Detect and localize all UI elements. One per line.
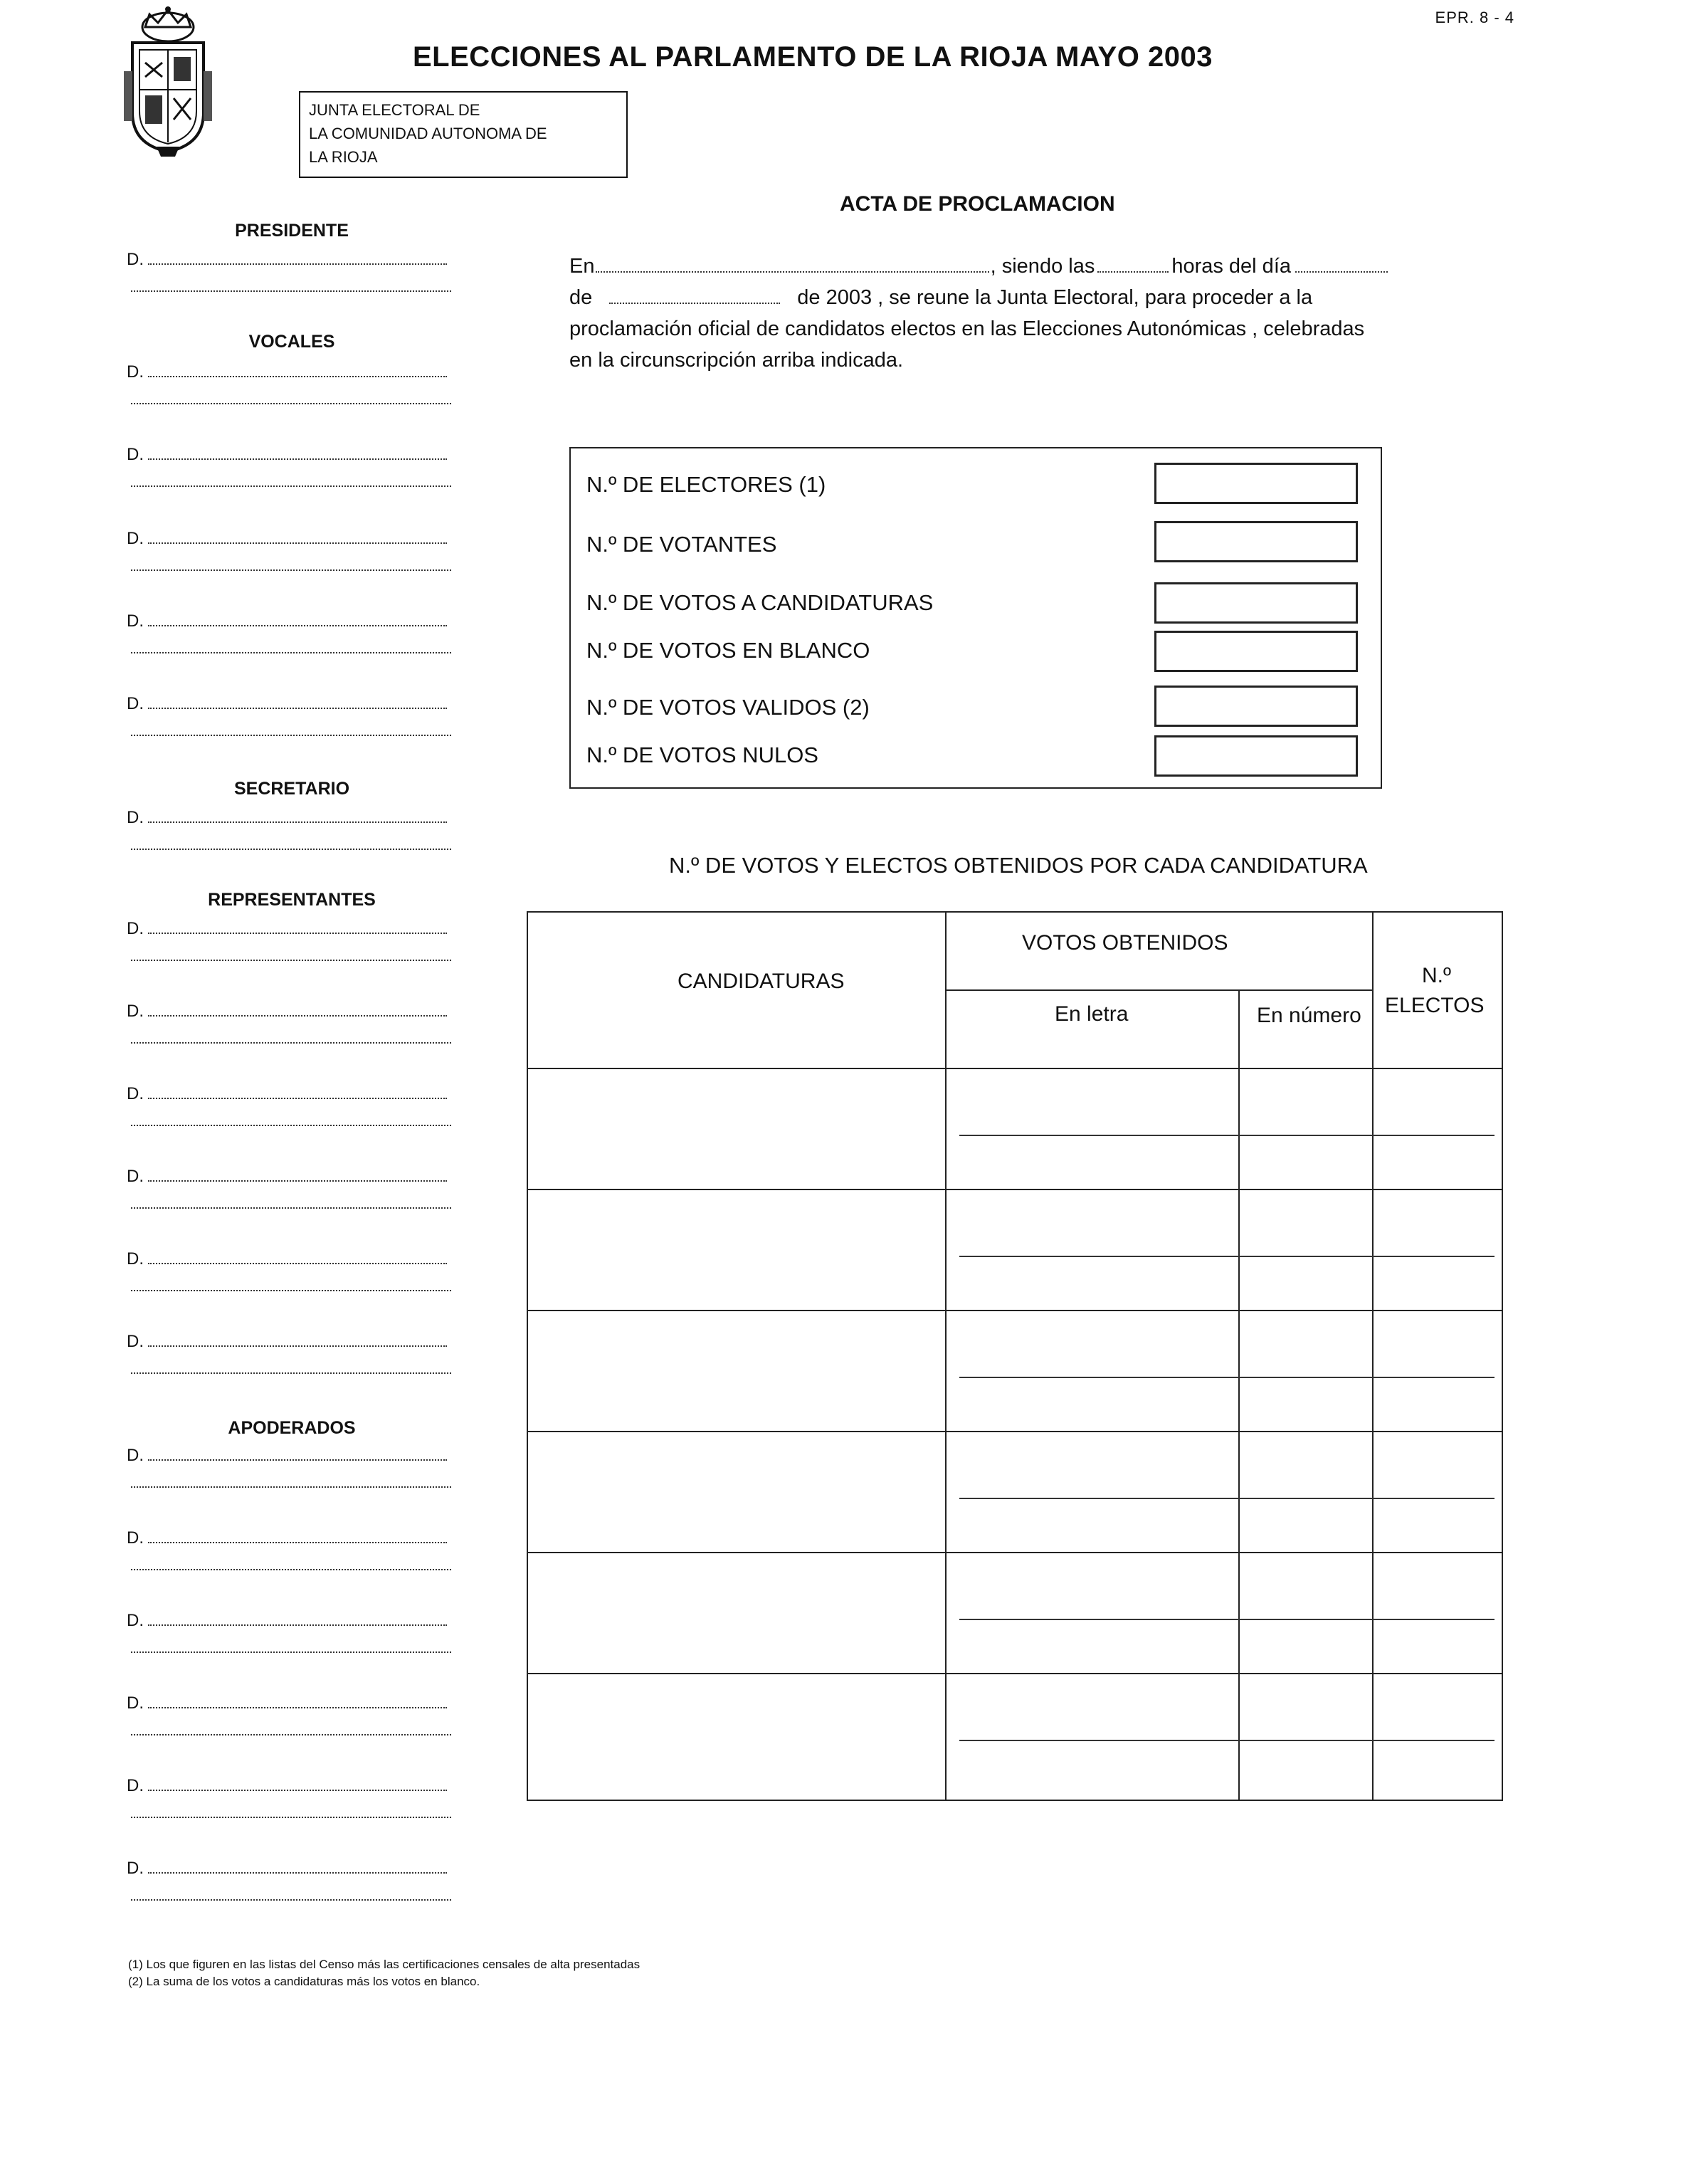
coat-of-arms-icon	[121, 6, 215, 159]
stat-nulos-box[interactable]	[1154, 735, 1358, 777]
signature-prefix: D.	[127, 1002, 144, 1021]
results-heading: N.º DE VOTOS Y ELECTOS OBTENIDOS POR CADA CANDIDATURA	[669, 853, 1368, 878]
signature-second-line	[131, 652, 451, 653]
signature-prefix: D.	[127, 1249, 144, 1269]
signature-second-line	[131, 1486, 451, 1488]
signature-line[interactable]	[127, 444, 454, 465]
signature-line[interactable]	[127, 1083, 454, 1104]
signature-second-line	[131, 1372, 451, 1374]
row-split-line	[959, 1135, 1494, 1136]
acta-horas: horas del día	[1171, 255, 1291, 278]
col-divider	[1238, 989, 1240, 1801]
signature-line[interactable]	[127, 1775, 454, 1796]
signature-line[interactable]	[127, 1528, 454, 1548]
signature-line[interactable]	[127, 1445, 454, 1466]
col-votos-obtenidos: VOTOS OBTENIDOS	[1022, 931, 1228, 955]
acta-en: En	[569, 255, 595, 278]
signature-prefix: D.	[127, 1332, 144, 1351]
stat-electores-label: N.º DE ELECTORES (1)	[586, 472, 826, 497]
signature-prefix: D.	[127, 919, 144, 938]
row-split-line	[959, 1256, 1494, 1257]
apoderados-heading: APODERADOS	[228, 1418, 356, 1438]
signature-prefix: D.	[127, 250, 144, 269]
page-title: ELECCIONES AL PARLAMENTO DE LA RIOJA MAYO 2003	[413, 41, 1213, 73]
header-bottom-line	[527, 1068, 1503, 1069]
signature-second-line	[131, 960, 451, 961]
acta-paragraph	[569, 251, 1388, 376]
table-row	[527, 1431, 1503, 1432]
signature-second-line	[131, 1125, 451, 1126]
stat-electores-box[interactable]	[1154, 463, 1358, 504]
table-row	[527, 1310, 1503, 1311]
acta-siendo: , siendo las	[990, 255, 1095, 278]
signature-second-line	[131, 735, 451, 736]
signature-prefix: D.	[127, 1693, 144, 1713]
row-split-line	[959, 1377, 1494, 1378]
signature-prefix: D.	[127, 1859, 144, 1878]
col-electos-num: N.º	[1422, 964, 1451, 987]
signature-prefix: D.	[127, 1084, 144, 1103]
acta-de: de	[569, 286, 593, 309]
stat-votantes-label: N.º DE VOTANTES	[586, 532, 777, 557]
signature-line[interactable]	[127, 1249, 454, 1269]
signature-second-line	[131, 290, 451, 292]
signature-line[interactable]	[127, 1693, 454, 1713]
signature-second-line	[131, 485, 451, 487]
signature-line[interactable]	[127, 1331, 454, 1352]
footnote-2: (2) La suma de los votos a candidaturas más los votos en blanco.	[128, 1975, 480, 1988]
signature-second-line	[131, 403, 451, 404]
form-code: EPR. 8 - 4	[1435, 9, 1514, 26]
signature-line[interactable]	[127, 1001, 454, 1022]
col-candidaturas: CANDIDATURAS	[678, 970, 845, 993]
col-divider	[945, 911, 947, 1801]
signature-line[interactable]	[127, 918, 454, 939]
signature-prefix: D.	[127, 1776, 144, 1795]
vocales-heading: VOCALES	[248, 332, 335, 352]
signature-second-line	[131, 1817, 451, 1818]
table-row	[527, 1552, 1503, 1553]
junta-line: LA COMUNIDAD AUTONOMA DE	[309, 125, 547, 142]
stat-validos-label: N.º DE VOTOS VALIDOS (2)	[586, 695, 870, 720]
signature-line[interactable]	[127, 362, 454, 382]
table-row	[527, 1189, 1503, 1190]
signature-prefix: D.	[127, 1167, 144, 1186]
col-electos: ELECTOS	[1385, 994, 1485, 1017]
signature-second-line	[131, 849, 451, 850]
signature-second-line	[131, 1734, 451, 1735]
signature-second-line	[131, 1290, 451, 1291]
signature-second-line	[131, 1569, 451, 1570]
signature-line[interactable]	[127, 1858, 454, 1879]
signature-line[interactable]	[127, 807, 454, 828]
junta-line: JUNTA ELECTORAL DE	[309, 101, 480, 119]
row-split-line	[959, 1619, 1494, 1620]
footnote-1: (1) Los que figuren en las listas del Censo más las certificaciones censales de alta presentadas	[128, 1958, 640, 1971]
signature-line[interactable]	[127, 528, 454, 549]
col-divider	[1372, 911, 1374, 1801]
signature-prefix: D.	[127, 611, 144, 631]
signature-prefix: D.	[127, 529, 144, 548]
signature-line[interactable]	[127, 693, 454, 714]
signature-second-line	[131, 569, 451, 571]
signature-line[interactable]	[127, 611, 454, 631]
row-split-line	[959, 1498, 1494, 1499]
col-en-numero: En número	[1257, 1004, 1361, 1027]
table-row	[527, 1673, 1503, 1674]
presidente-heading: PRESIDENTE	[235, 221, 349, 241]
stat-validos-box[interactable]	[1154, 686, 1358, 727]
stat-blanco-label: N.º DE VOTOS EN BLANCO	[586, 638, 870, 663]
stat-candidaturas-box[interactable]	[1154, 582, 1358, 624]
junta-electoral-box	[299, 91, 628, 178]
acta-title: ACTA DE PROCLAMACION	[840, 192, 1115, 216]
col-en-letra: En letra	[1055, 1002, 1129, 1026]
signature-second-line	[131, 1651, 451, 1653]
signature-second-line	[131, 1899, 451, 1901]
row-split-line	[959, 1740, 1494, 1741]
junta-line: LA RIOJA	[309, 148, 378, 166]
acta-line4: en la circunscripción arriba indicada.	[569, 349, 904, 372]
signature-prefix: D.	[127, 445, 144, 464]
signature-prefix: D.	[127, 1611, 144, 1630]
stat-candidaturas-label: N.º DE VOTOS A CANDIDATURAS	[586, 590, 934, 615]
signature-prefix: D.	[127, 362, 144, 382]
stat-votantes-box[interactable]	[1154, 521, 1358, 562]
signature-line[interactable]	[127, 1166, 454, 1187]
signature-prefix: D.	[127, 694, 144, 713]
signature-second-line	[131, 1042, 451, 1044]
representantes-heading: REPRESENTANTES	[208, 890, 376, 910]
signature-second-line	[131, 1207, 451, 1209]
secretario-heading: SECRETARIO	[233, 779, 350, 799]
signature-line[interactable]	[127, 249, 454, 270]
stat-blanco-box[interactable]	[1154, 631, 1358, 672]
acta-line3: proclamación oficial de candidatos electos en las Elecciones Autonómicas , celebradas	[569, 317, 1365, 340]
acta-line2: de 2003 , se reune la Junta Electoral, para proceder a la	[797, 286, 1313, 309]
signature-line[interactable]	[127, 1610, 454, 1631]
header-divider	[945, 989, 1372, 991]
signature-prefix: D.	[127, 808, 144, 827]
results-table	[527, 911, 1503, 1801]
signature-prefix: D.	[127, 1446, 144, 1465]
stat-nulos-label: N.º DE VOTOS NULOS	[586, 742, 818, 767]
signature-prefix: D.	[127, 1528, 144, 1548]
